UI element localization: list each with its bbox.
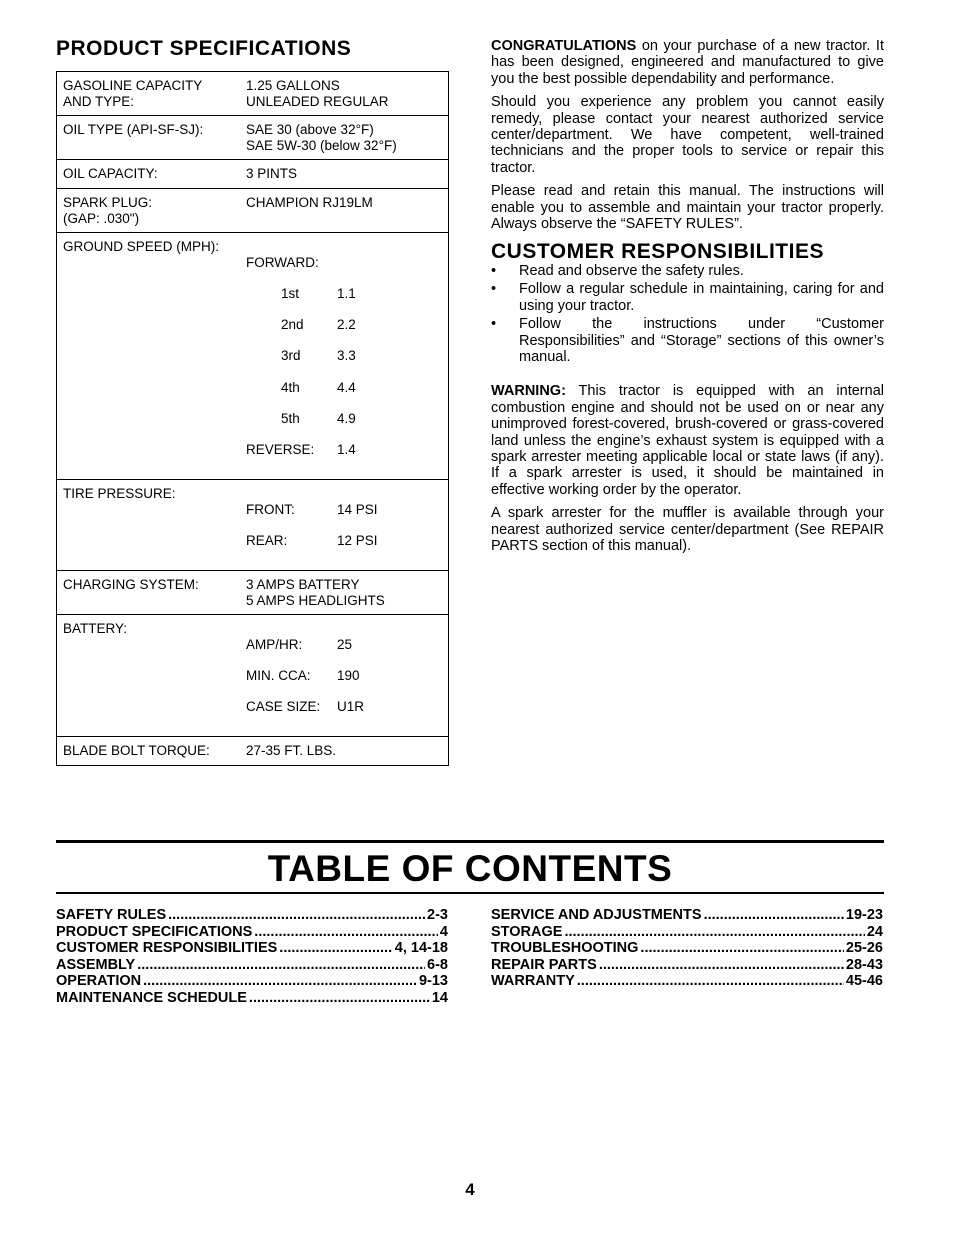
battery-item: [246, 668, 364, 684]
list-item: [491, 263, 884, 279]
battery-value: 25: [337, 636, 353, 652]
toc-entry-page: 6-8: [427, 956, 448, 973]
spec-row-charging-system: [57, 570, 448, 614]
toc-leader: [640, 940, 843, 957]
spec-value: CHAMPION RJ19LM: [246, 194, 373, 210]
spec-value: [246, 621, 364, 730]
toc-entry-title: PRODUCT SPECIFICATIONS: [56, 923, 253, 940]
front-value: 14 PSI: [337, 501, 378, 517]
battery-key: MIN. CCA:: [246, 668, 311, 683]
toc-entry-page: 45-46: [845, 973, 883, 989]
spec-table: [56, 71, 449, 766]
spec-value: 3 AMPS BATTERY 5 AMPS HEADLIGHTS: [246, 577, 385, 608]
product-specifications-heading: PRODUCT SPECIFICATIONS: [56, 37, 352, 60]
toc-right-column: [491, 907, 883, 990]
gear-speed: 3.3: [337, 348, 356, 364]
bullet: •: [491, 316, 497, 333]
toc-entry-page: 2-3: [427, 907, 448, 923]
gear-name: 1st: [281, 285, 300, 301]
page-number: 4: [465, 1180, 475, 1199]
toc-entry[interactable]: [491, 940, 883, 957]
customer-responsibilities-heading: CUSTOMER RESPONSIBILITIES: [491, 240, 824, 264]
toc-leader: [168, 907, 425, 924]
right-column: [491, 38, 884, 561]
responsibilities-list: [491, 263, 884, 365]
toc-leader: [279, 940, 392, 957]
battery-value: 190: [337, 668, 360, 683]
spec-label: OIL CAPACITY:: [63, 166, 158, 182]
toc-leader: [577, 973, 844, 990]
reverse-speed: 1.4: [337, 441, 356, 457]
rear-row: [246, 533, 378, 549]
toc-leader: [249, 990, 430, 1007]
congratulations-bold: CONGRATULATIONS: [491, 38, 637, 54]
list-item: [491, 281, 884, 314]
toc-leader: [599, 957, 844, 974]
toc-entry[interactable]: [56, 924, 448, 941]
toc-top-rule: [56, 840, 884, 843]
toc-leader: [564, 924, 864, 941]
spec-row-gasoline: [57, 72, 448, 115]
reverse-label: REVERSE:: [246, 441, 315, 457]
gear-speed: 2.2: [337, 317, 356, 333]
toc-entry-page: 4, 14-18: [394, 940, 448, 956]
toc-entry[interactable]: [56, 990, 448, 1007]
gear-name: 4th: [281, 379, 300, 395]
toc-entry-title: ASSEMBLY: [56, 956, 136, 973]
toc-entry[interactable]: [491, 957, 883, 974]
spec-value: [246, 486, 378, 564]
toc-entry-page: 19-23: [845, 907, 883, 923]
toc-entry-title: REPAIR PARTS: [491, 956, 597, 973]
warning-paragraph: [491, 383, 884, 498]
toc-entry-page: 28-43: [845, 956, 883, 973]
toc-entry[interactable]: [56, 957, 448, 974]
toc-entry[interactable]: [491, 907, 883, 924]
spec-row-blade-bolt-torque: [57, 736, 448, 765]
front-label: FRONT:: [246, 501, 295, 517]
spec-value: SAE 30 (above 32°F) SAE 5W-30 (below 32°F): [246, 122, 397, 153]
forward-label: FORWARD:: [246, 254, 319, 270]
toc-entry-page: 25-26: [845, 940, 883, 956]
gear-speed: 4.9: [337, 410, 356, 426]
toc-entry-page: 24: [866, 923, 883, 940]
list-item: [491, 316, 884, 365]
spec-label: TIRE PRESSURE:: [63, 486, 176, 502]
toc-left-column: [56, 907, 448, 1006]
spec-row-battery: [57, 614, 448, 736]
toc-entry-title: STORAGE: [491, 923, 563, 940]
spec-row-oil-capacity: [57, 159, 448, 188]
spec-row-spark-plug: [57, 188, 448, 232]
battery-item: [246, 699, 364, 715]
spec-row-oil-type: [57, 115, 448, 159]
spec-label: BLADE BOLT TORQUE:: [63, 743, 210, 759]
toc-leader: [254, 924, 438, 941]
bullet: •: [491, 281, 497, 298]
spec-value: 1.25 GALLONS UNLEADED REGULAR: [246, 78, 389, 109]
battery-item: [246, 637, 364, 653]
gear-speed: 1.1: [337, 285, 356, 301]
toc-entry-title: SAFETY RULES: [56, 907, 167, 923]
toc-entry[interactable]: [56, 940, 448, 957]
toc-entry[interactable]: [491, 973, 883, 990]
problem-paragraph: Should you experience any problem you cannot easily remedy, please contact your nearest authorized service center/department. We have competent, well-trained technicians and the proper tools to service or repair this tractor.: [491, 94, 884, 176]
gear-row: [246, 317, 356, 333]
toc-entry-page: 14: [431, 989, 448, 1006]
spec-value: 27-35 FT. LBS.: [246, 743, 337, 759]
spark-arrester-paragraph: A spark arrester for the muffler is available through your nearest authorized service center/department (See REPAIR PARTS section of this manual).: [491, 505, 884, 554]
list-item-text: Follow the instructions under “Customer Responsibilities” and “Storage” sections of this owner’s manual.: [519, 316, 884, 365]
gear-row: [246, 286, 356, 302]
spec-label: BATTERY:: [63, 621, 128, 637]
toc-entry-title: OPERATION: [56, 973, 142, 989]
toc-title: TABLE OF CONTENTS: [267, 848, 673, 889]
list-item-text: Read and observe the safety rules.: [519, 262, 744, 279]
gear-row: [246, 411, 356, 427]
toc-entry-title: TROUBLESHOOTING: [491, 940, 639, 956]
spec-label: CHARGING SYSTEM:: [63, 577, 199, 593]
spec-row-tire-pressure: [57, 479, 448, 570]
front-row: [246, 502, 378, 518]
spec-value: 3 PINTS: [246, 166, 298, 182]
toc-leader: [143, 973, 417, 990]
spec-value: [246, 239, 356, 473]
gear-name: 2nd: [281, 317, 304, 333]
toc-entry[interactable]: [491, 924, 883, 941]
reverse-row: [246, 442, 356, 458]
rear-value: 12 PSI: [337, 532, 378, 548]
toc-entry-title: CUSTOMER RESPONSIBILITIES: [56, 940, 278, 956]
congratulations-paragraph: [491, 38, 884, 87]
retain-paragraph: Please read and retain this manual. The instructions will enable you to assemble and maintain your tractor properly. Always observe the “SAFETY RULES”.: [491, 183, 884, 233]
toc-entry-title: MAINTENANCE SCHEDULE: [56, 989, 247, 1006]
spec-label: OIL TYPE (API-SF-SJ):: [63, 122, 204, 138]
toc-entry-page: 9-13: [418, 973, 448, 989]
gear-speed: 4.4: [337, 379, 356, 395]
toc-leader: [704, 907, 844, 924]
gear-name: 5th: [281, 410, 300, 426]
gear-name: 3rd: [281, 348, 301, 364]
toc-leader: [137, 957, 425, 974]
spec-label: SPARK PLUG: (GAP: .030"): [63, 194, 153, 226]
battery-key: CASE SIZE:: [246, 699, 321, 715]
toc-entry[interactable]: [56, 907, 448, 924]
toc-entry-title: WARRANTY: [491, 973, 575, 989]
toc-entry[interactable]: [56, 973, 448, 990]
battery-value: U1R: [337, 699, 365, 715]
toc-bottom-rule: [56, 892, 884, 894]
rear-label: REAR:: [246, 532, 288, 548]
spec-label: GASOLINE CAPACITY AND TYPE:: [63, 78, 203, 109]
gear-row: [246, 380, 356, 396]
spec-row-ground-speed: [57, 232, 448, 479]
bullet: •: [491, 262, 497, 279]
congratulations-text: on your purchase of a new tractor. It has been designed, engineered and manufactured to give you the best possible dependability and performance.: [491, 38, 884, 87]
warning-text: This tractor is equipped with an internal combustion engine and should not be used on or near any unimproved forest-covered, brush-covered or grass-covered land unless the engine’s exhaust system is equipped with a spark arrester meeting applicable local or state laws (if any). If a spark arrester is used, it should be maintained in effective working order by the operator.: [491, 383, 884, 498]
battery-key: AMP/HR:: [246, 636, 303, 652]
spec-label: GROUND SPEED (MPH):: [63, 239, 220, 255]
warning-label: WARNING:: [491, 383, 566, 400]
toc-entry-title: SERVICE AND ADJUSTMENTS: [491, 907, 702, 923]
gear-row: [246, 348, 356, 364]
list-item-text: Follow a regular schedule in maintaining, caring for and using your tractor.: [519, 281, 884, 314]
toc-entry-page: 4: [439, 923, 448, 940]
